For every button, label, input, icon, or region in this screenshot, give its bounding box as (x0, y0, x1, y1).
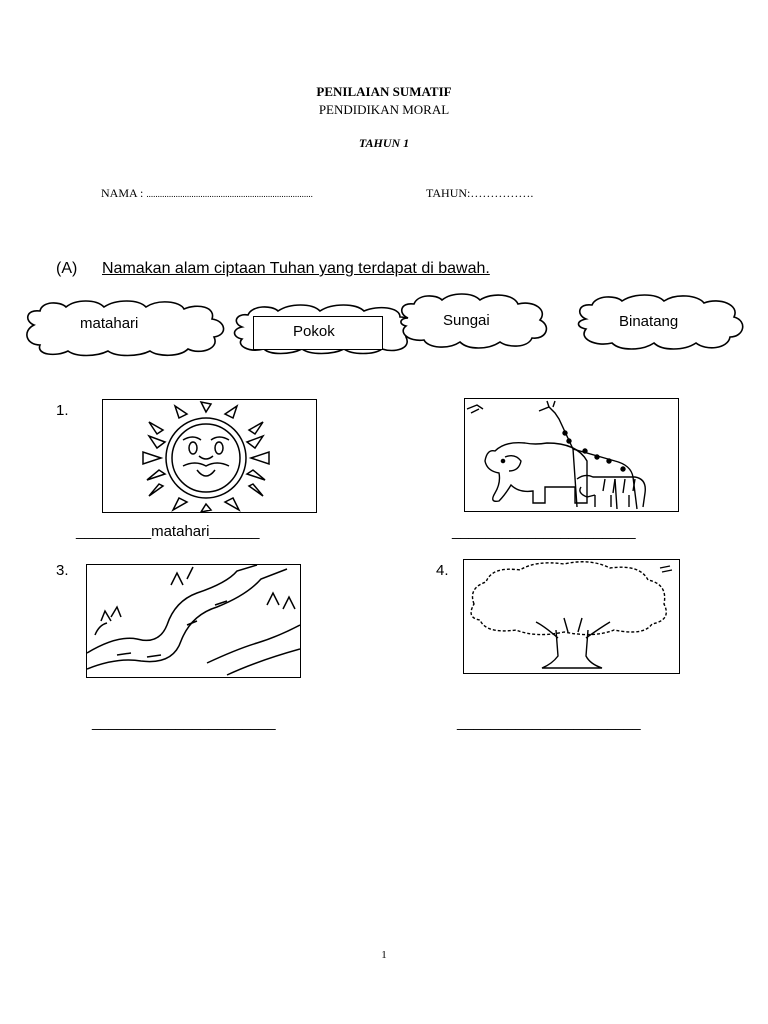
section-instruction: Namakan alam ciptaan Tuhan yang terdapat di bawah. (102, 260, 490, 277)
answer-blank: ______________________ (92, 714, 276, 731)
picture-frame (102, 399, 317, 513)
year-title: TAHUN 1 (358, 136, 410, 150)
answer-line-2[interactable] (452, 523, 636, 540)
answer-line-4[interactable] (457, 714, 641, 731)
word-bank-sungai: Sungai (443, 312, 490, 329)
name-dots: .......................................................................... (146, 189, 313, 199)
section-label: (A) (56, 260, 78, 277)
year-field[interactable] (426, 186, 533, 201)
picture-frame (464, 398, 679, 512)
river-icon (87, 565, 300, 677)
answer-line-3[interactable] (92, 714, 276, 731)
question-number: 4. (436, 562, 449, 579)
name-field[interactable] (101, 186, 313, 201)
word-bank-matahari: matahari (80, 315, 139, 332)
sun-icon (103, 400, 316, 512)
animals-icon (465, 399, 678, 511)
answer-blank: ______________________ (457, 714, 641, 731)
question-number: 1. (56, 402, 69, 419)
answer-text: matahari (151, 523, 210, 540)
answer-blank: ______________________ (452, 523, 636, 540)
question-number: 3. (56, 562, 69, 579)
picture-frame (463, 559, 680, 674)
name-label: NAMA : (101, 186, 144, 200)
worksheet-title: PENILAIAN SUMATIF (316, 84, 452, 99)
subject-title: PENDIDIKAN MORAL (318, 102, 450, 117)
word-bank-pokok: Pokok (293, 323, 335, 340)
picture-frame (86, 564, 301, 678)
tree-icon (464, 560, 679, 673)
answer-blank: ______ (209, 523, 260, 540)
page-number: 1 (381, 949, 387, 961)
word-bank-binatang: Binatang (619, 313, 679, 330)
answer-line-1[interactable] (76, 523, 260, 540)
answer-blank: _________ (76, 523, 152, 540)
year-label: TAHUN: (426, 186, 471, 200)
year-dots: ……………. (470, 186, 534, 200)
